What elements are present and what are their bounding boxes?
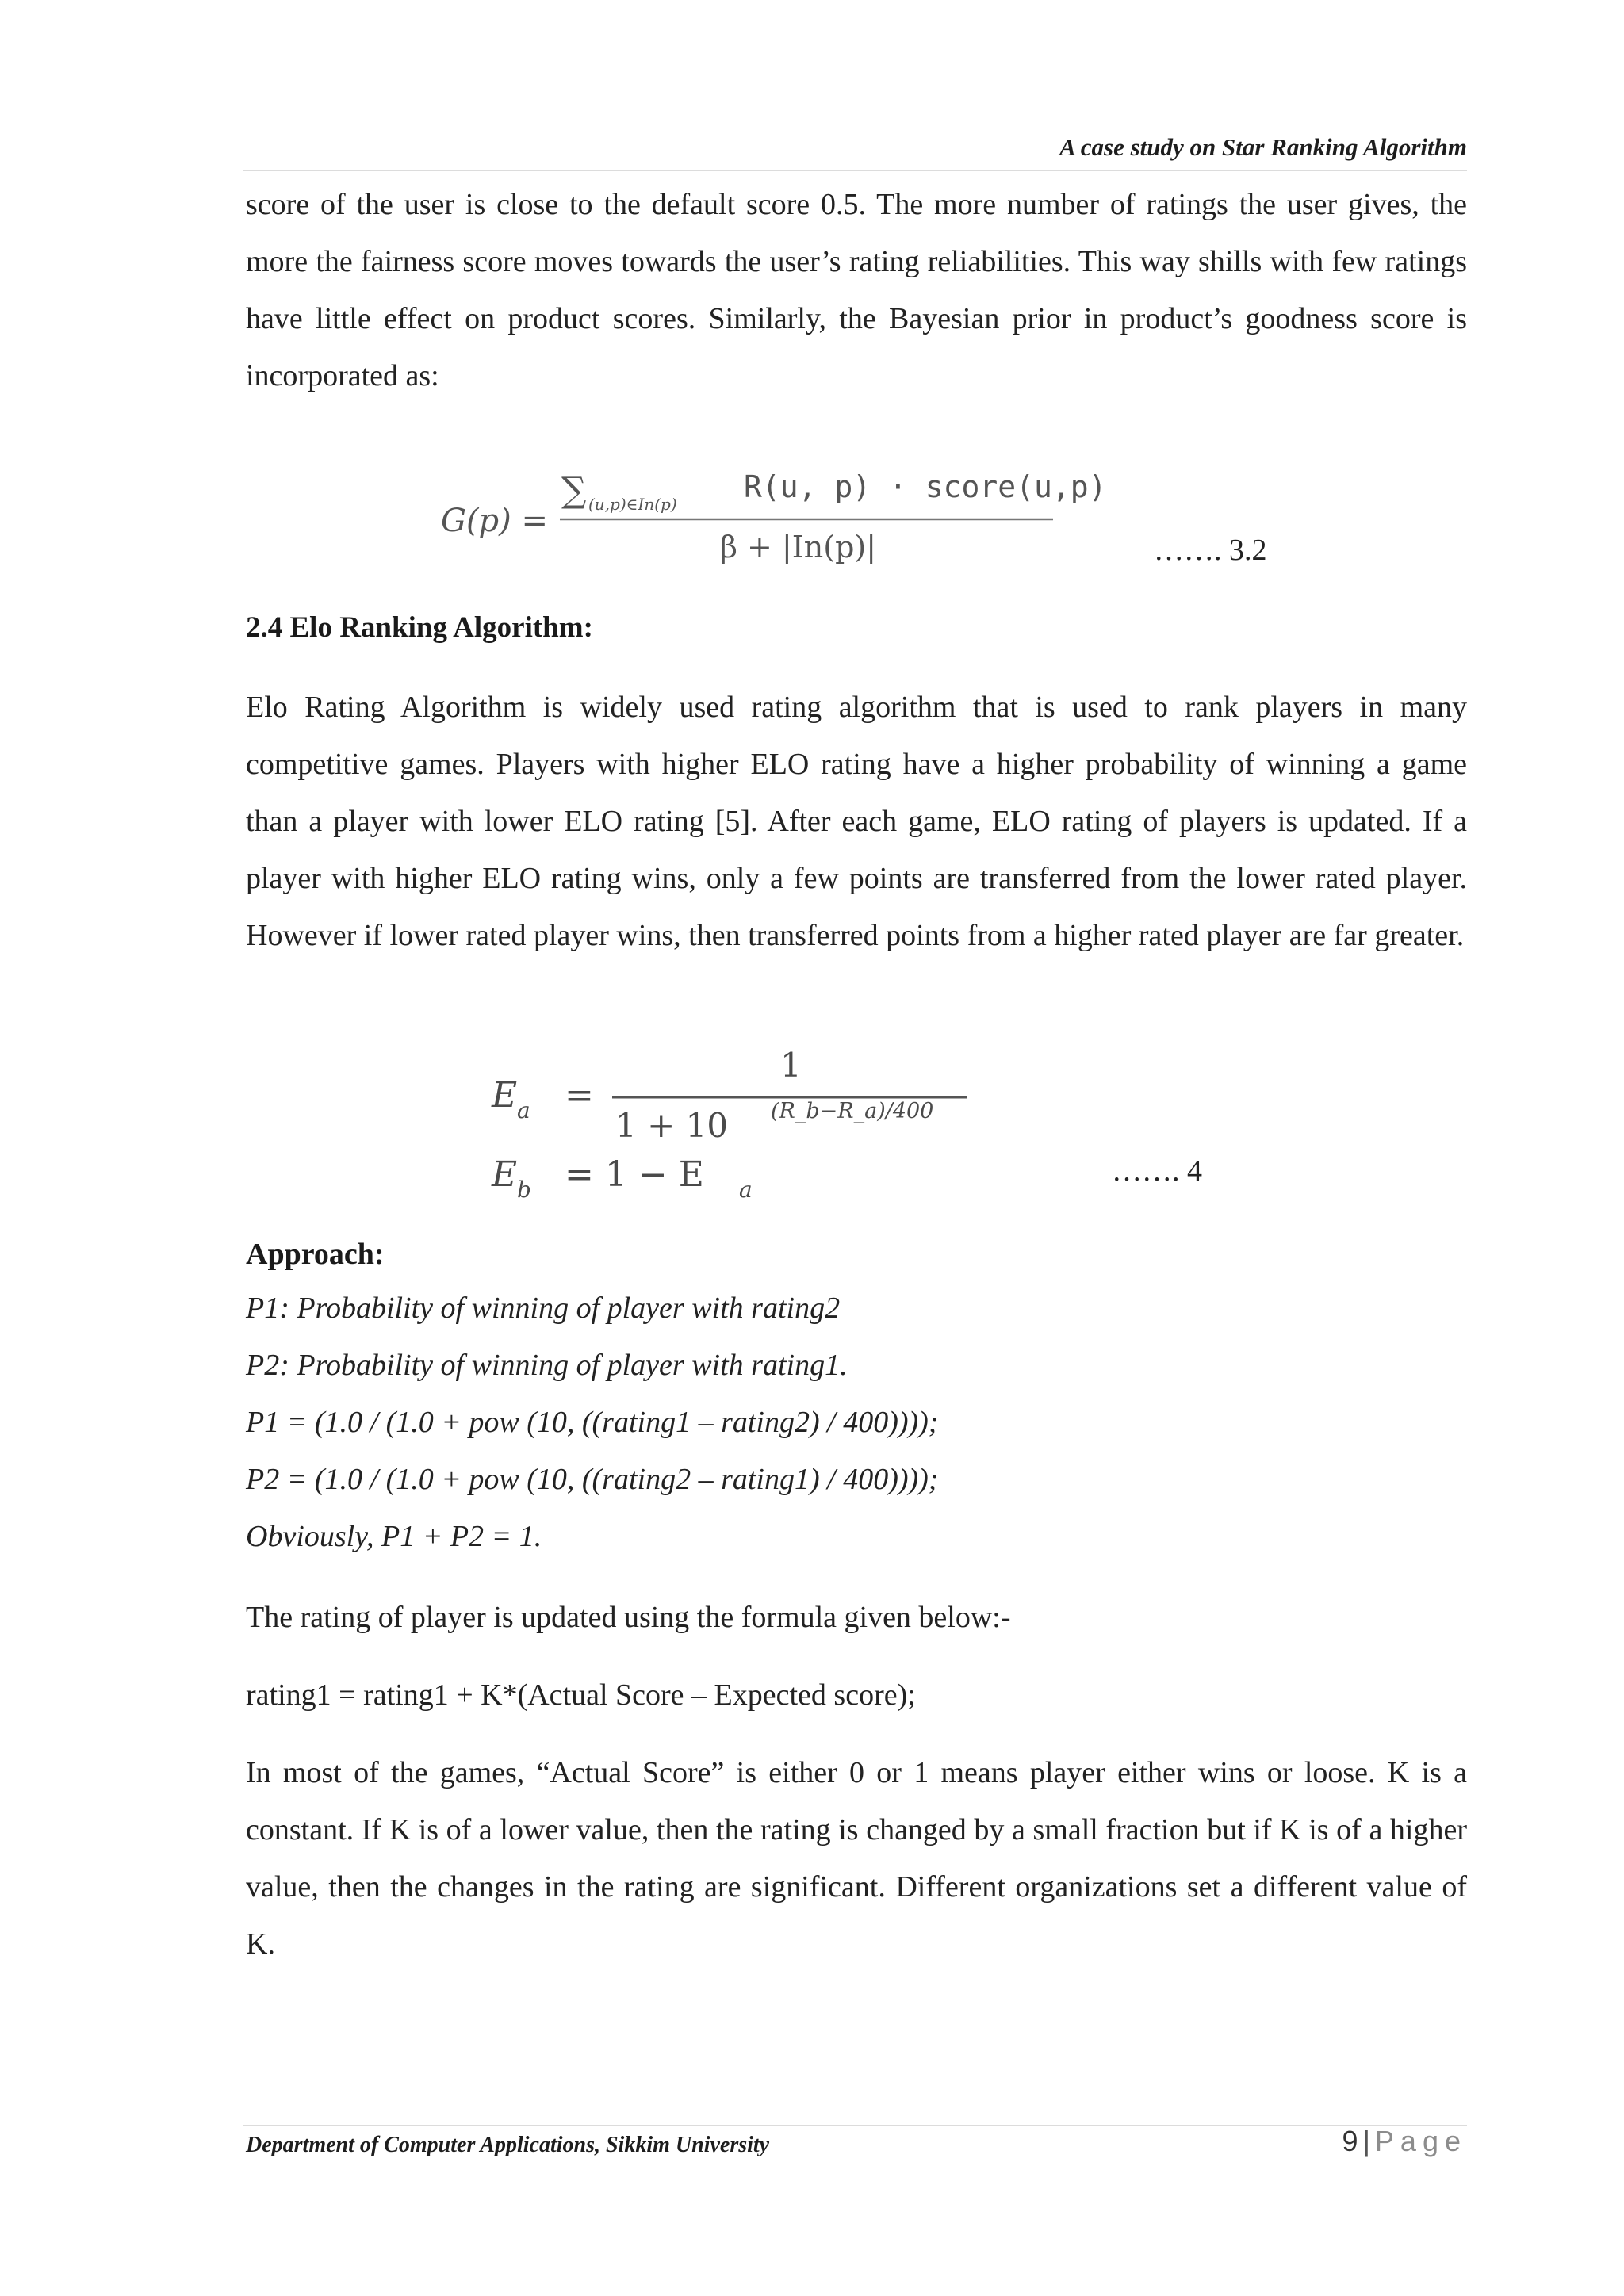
eb-subscript: b	[517, 1177, 531, 1203]
ea-symbol: E	[492, 1075, 518, 1115]
g-formula-numerator: R(u, p) · score(u,p)	[744, 469, 1107, 504]
approach-line: Obviously, P1 + P2 = 1.	[246, 1520, 542, 1553]
approach-line: P1 = (1.0 / (1.0 + pow (10, ((rating1 – rating2) / 400))));	[246, 1406, 939, 1439]
approach-line: P2: Probability of winning of player with rating1.	[246, 1349, 848, 1382]
paragraph-elo-intro: Elo Rating Algorithm is widely used rating algorithm that is used to rank players in many competitive games. Players with higher ELO rating have a higher probability of winning a game than a player with lower ELO rating [5]. After each game, ELO rating of players is updated. If a player with higher ELO rating wins, only a few points are transferred from the lower rated player. However if lower rated player wins, then transferred points from a higher rated player are far greater.	[246, 691, 1467, 952]
rating-update-formula: rating1 = rating1 + K*(Actual Score – Expected score);	[246, 1678, 916, 1712]
page-separator: |	[1362, 2125, 1370, 2157]
section-heading-elo: 2.4 Elo Ranking Algorithm:	[246, 611, 593, 644]
approach-line: P2 = (1.0 / (1.0 + pow (10, ((rating2 – rating1) / 400))));	[246, 1463, 939, 1496]
g-formula-sum-symbol: ∑	[561, 470, 587, 511]
approach-lines	[246, 1280, 1467, 1565]
ea-subscript: a	[517, 1097, 530, 1123]
ea-numerator: 1	[780, 1046, 802, 1085]
equation-number-4: ……. 4	[1112, 1154, 1202, 1188]
g-formula-sum-subscript: (u,p)∈In(p)	[588, 495, 677, 514]
approach-line: P1: Probability of winning of player with rating2	[246, 1292, 841, 1325]
running-header: A case study on Star Ranking Algorithm	[1059, 133, 1467, 161]
footer-page-number	[1342, 2125, 1467, 2158]
header-rule	[243, 170, 1467, 171]
ea-denominator-base: 1 + 10	[615, 1106, 729, 1145]
paragraph-fairness: score of the user is close to the default score 0.5. The more number of ratings the user gives, the more the fairness score moves towards the user’s rating reliabilities. This way shills with few ratings have little effect on product scores. Similarly, the Bayesian prior in product’s goodness score is incorporated as:	[246, 188, 1467, 392]
g-formula-denominator: β + |In(p)|	[720, 530, 877, 564]
goodness-formula	[441, 456, 1107, 575]
eb-rhs: = 1 − E	[565, 1154, 704, 1195]
eb-symbol: E	[492, 1154, 518, 1195]
g-formula-lhs: G(p) =	[441, 503, 548, 539]
ea-denominator-exponent: (R_b−R_a)/400	[771, 1099, 934, 1123]
approach-heading: Approach:	[246, 1238, 385, 1271]
eb-rhs-subscript: a	[739, 1177, 753, 1203]
page-label: Page	[1374, 2125, 1467, 2157]
equation-number-3-2: ……. 3.2	[1154, 534, 1267, 567]
page-number: 9	[1342, 2125, 1358, 2157]
paragraph-k-constant: In most of the games, “Actual Score” is either 0 or 1 means player either wins or loose. K is a constant. If K is of a lower value, then the rating is changed by a small fraction but if K is of a higher value, then the changes in the rating are significant. Different organizations set a different value of K.	[246, 1756, 1467, 1961]
elo-expected-score-formula	[492, 1039, 983, 1205]
footer-rule	[243, 2125, 1467, 2126]
ea-equals: =	[565, 1075, 594, 1115]
rating-update-intro: The rating of player is updated using the formula given below:-	[246, 1601, 1011, 1634]
footer-department: Department of Computer Applications, Sikkim University	[246, 2133, 770, 2157]
